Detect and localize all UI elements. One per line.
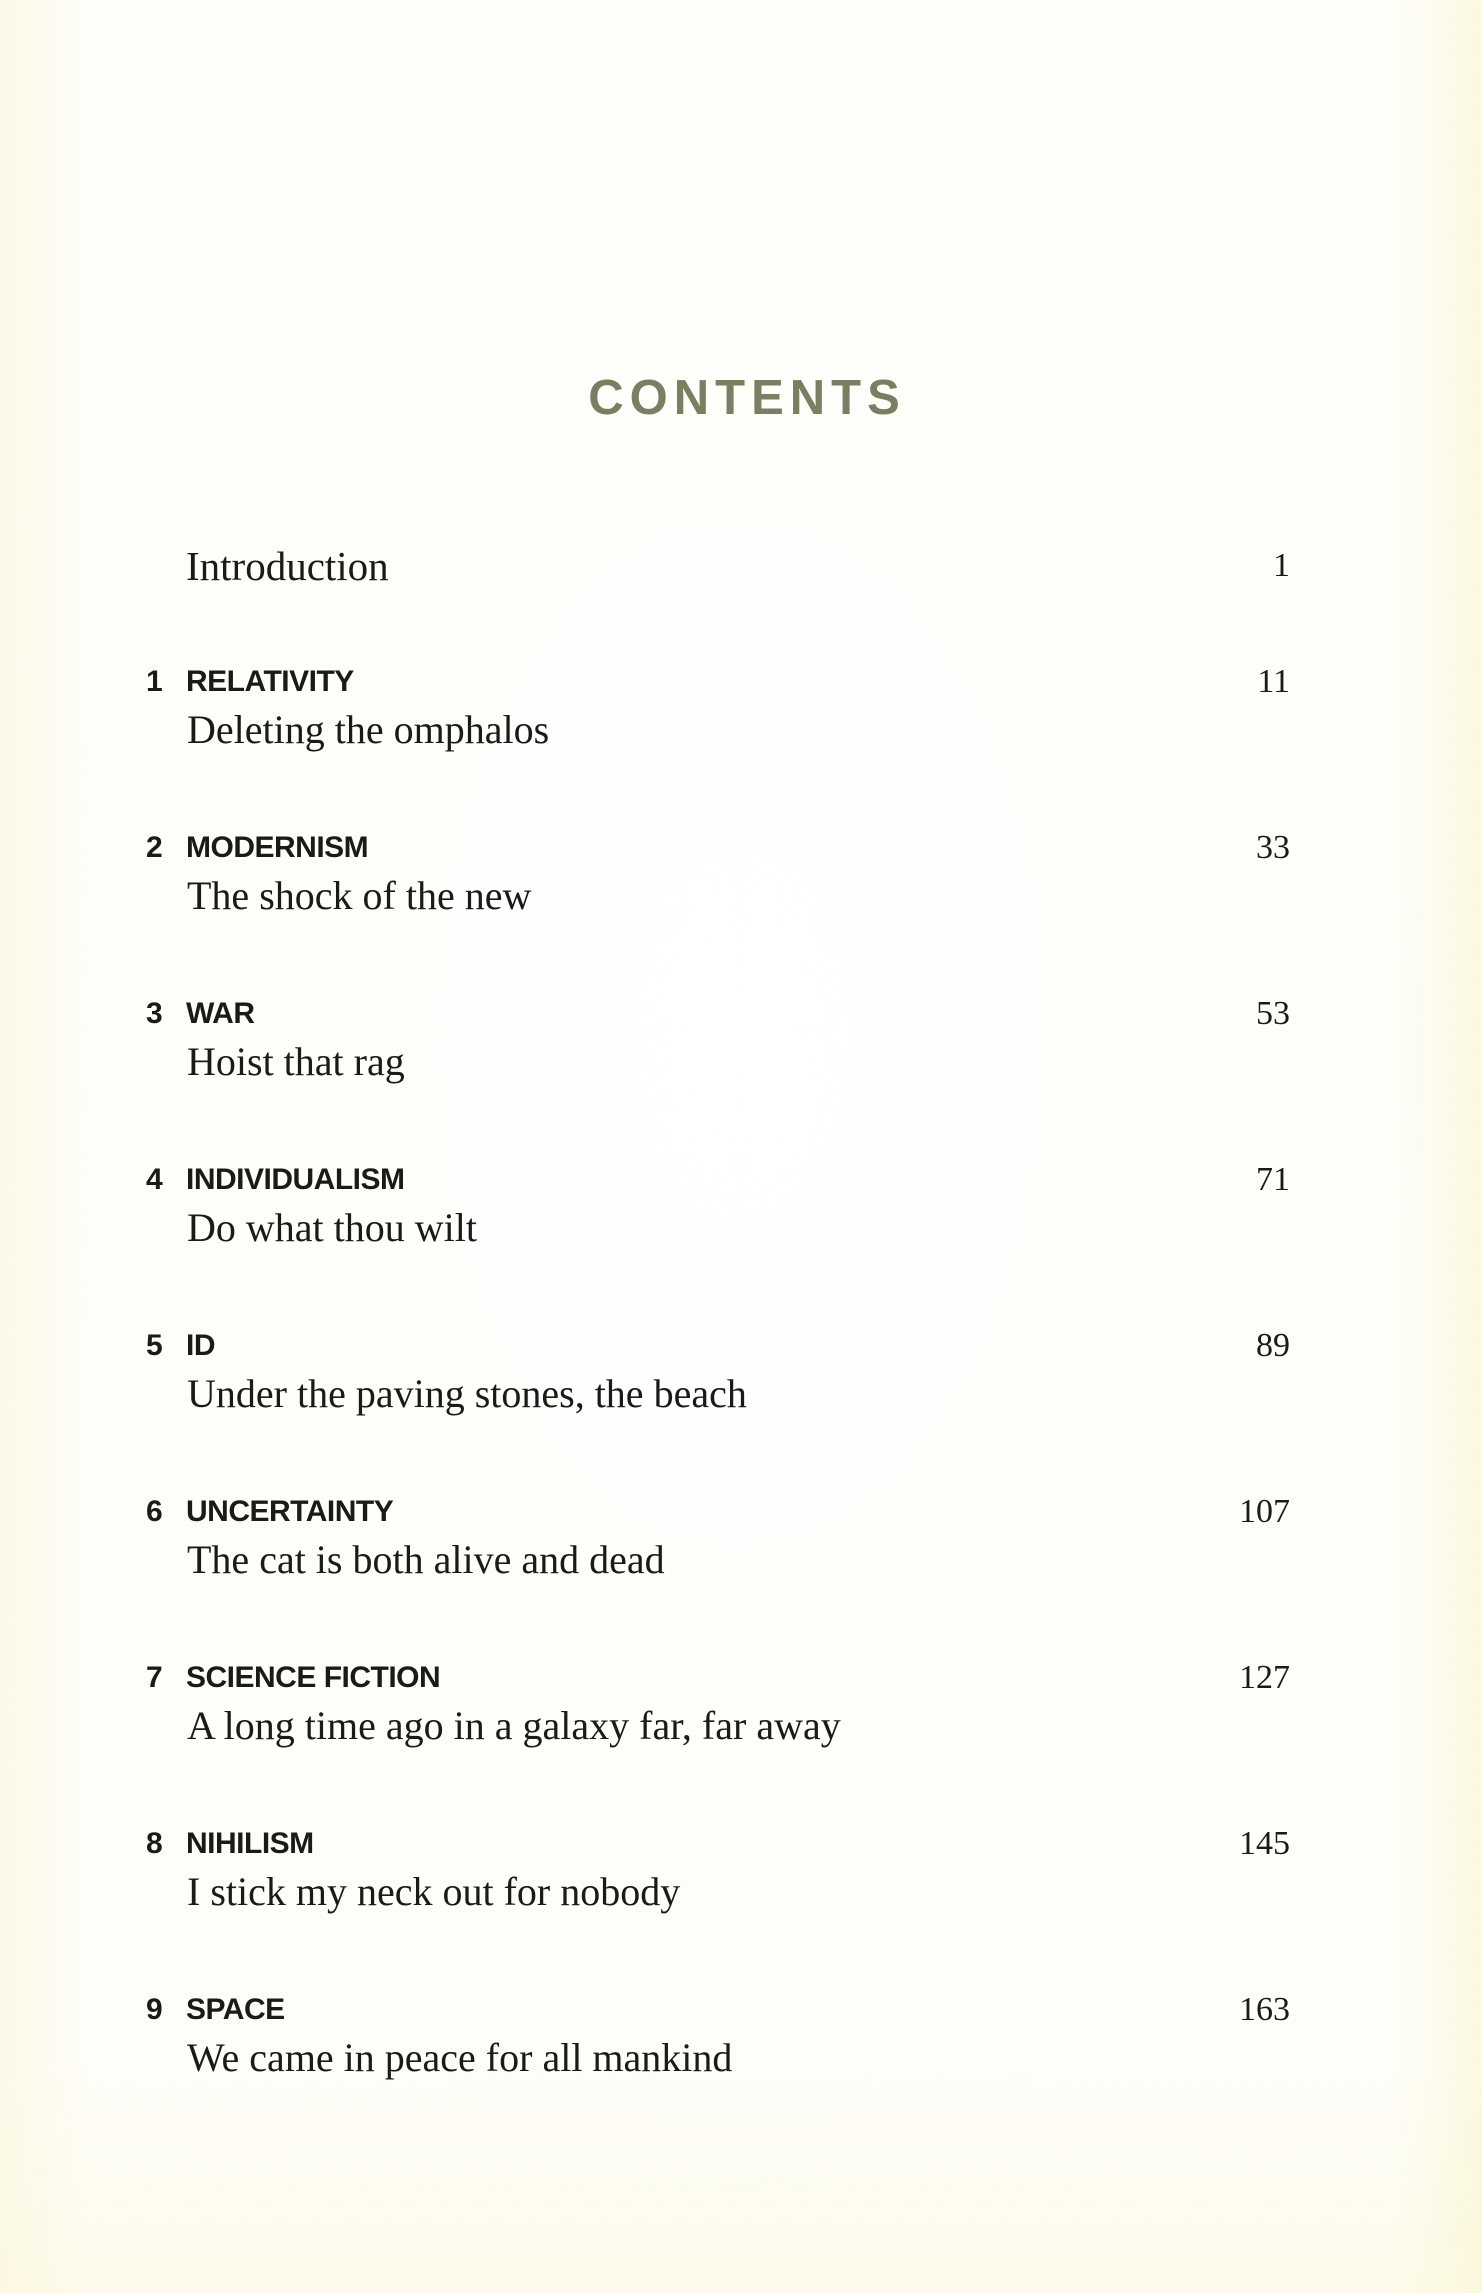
chapter-subtitle: Do what thou wilt [187, 1205, 477, 1250]
chapter-page-number: 71 [1256, 1161, 1290, 1198]
chapter-title: NIHILISM [186, 1827, 314, 1860]
chapter-subtitle: I stick my neck out for nobody [187, 1869, 681, 1914]
chapter-subtitle: Under the paving stones, the beach [187, 1371, 747, 1416]
chapter-number: 2 [146, 831, 163, 864]
chapter-page-number: 163 [1239, 1991, 1290, 2028]
toc-entry-chapter-2[interactable] [0, 830, 1482, 950]
chapter-page-number: 89 [1256, 1327, 1290, 1364]
toc-entry-chapter-3[interactable] [0, 996, 1482, 1116]
chapter-number: 3 [146, 997, 163, 1030]
chapter-number: 6 [146, 1495, 163, 1528]
toc-entry-chapter-6[interactable] [0, 1494, 1482, 1614]
chapter-number: 7 [146, 1661, 163, 1694]
chapter-subtitle: We came in peace for all mankind [187, 2035, 733, 2080]
page-title: CONTENTS [588, 371, 906, 425]
chapter-page-number: 107 [1239, 1493, 1290, 1530]
chapter-number: 5 [146, 1329, 163, 1362]
toc-page-number-introduction: 1 [1273, 547, 1290, 584]
chapter-subtitle: Deleting the omphalos [187, 707, 550, 752]
chapter-title: MODERNISM [186, 831, 369, 864]
chapter-number: 9 [146, 1993, 163, 2026]
chapter-title: WAR [186, 997, 255, 1030]
chapter-title: RELATIVITY [186, 665, 354, 698]
toc-entry-chapter-8[interactable] [0, 1826, 1482, 1946]
toc-entry-chapter-4[interactable] [0, 1162, 1482, 1282]
toc-entry-introduction[interactable]: Introduction [186, 543, 389, 589]
chapter-number: 8 [146, 1827, 163, 1860]
toc-entry-chapter-1[interactable] [0, 664, 1482, 784]
chapter-title: UNCERTAINTY [186, 1495, 394, 1528]
chapter-page-number: 53 [1256, 995, 1290, 1032]
chapter-page-number: 33 [1256, 829, 1290, 866]
chapter-page-number: 11 [1257, 663, 1290, 700]
toc-entry-chapter-7[interactable] [0, 1660, 1482, 1780]
chapter-subtitle: The shock of the new [187, 873, 532, 918]
chapter-title: SPACE [186, 1993, 285, 2026]
chapter-page-number: 127 [1239, 1659, 1290, 1696]
chapter-number: 1 [146, 665, 163, 698]
chapter-title: ID [186, 1329, 215, 1362]
chapter-subtitle: The cat is both alive and dead [187, 1537, 665, 1582]
chapter-page-number: 145 [1239, 1825, 1290, 1862]
chapter-subtitle: A long time ago in a galaxy far, far away [187, 1703, 841, 1748]
toc-entry-chapter-9[interactable] [0, 1992, 1482, 2112]
chapter-number: 4 [146, 1163, 163, 1196]
chapter-title: SCIENCE FICTION [186, 1661, 441, 1694]
chapter-title: INDIVIDUALISM [186, 1163, 405, 1196]
chapter-subtitle: Hoist that rag [187, 1039, 405, 1084]
toc-entry-chapter-5[interactable] [0, 1328, 1482, 1448]
